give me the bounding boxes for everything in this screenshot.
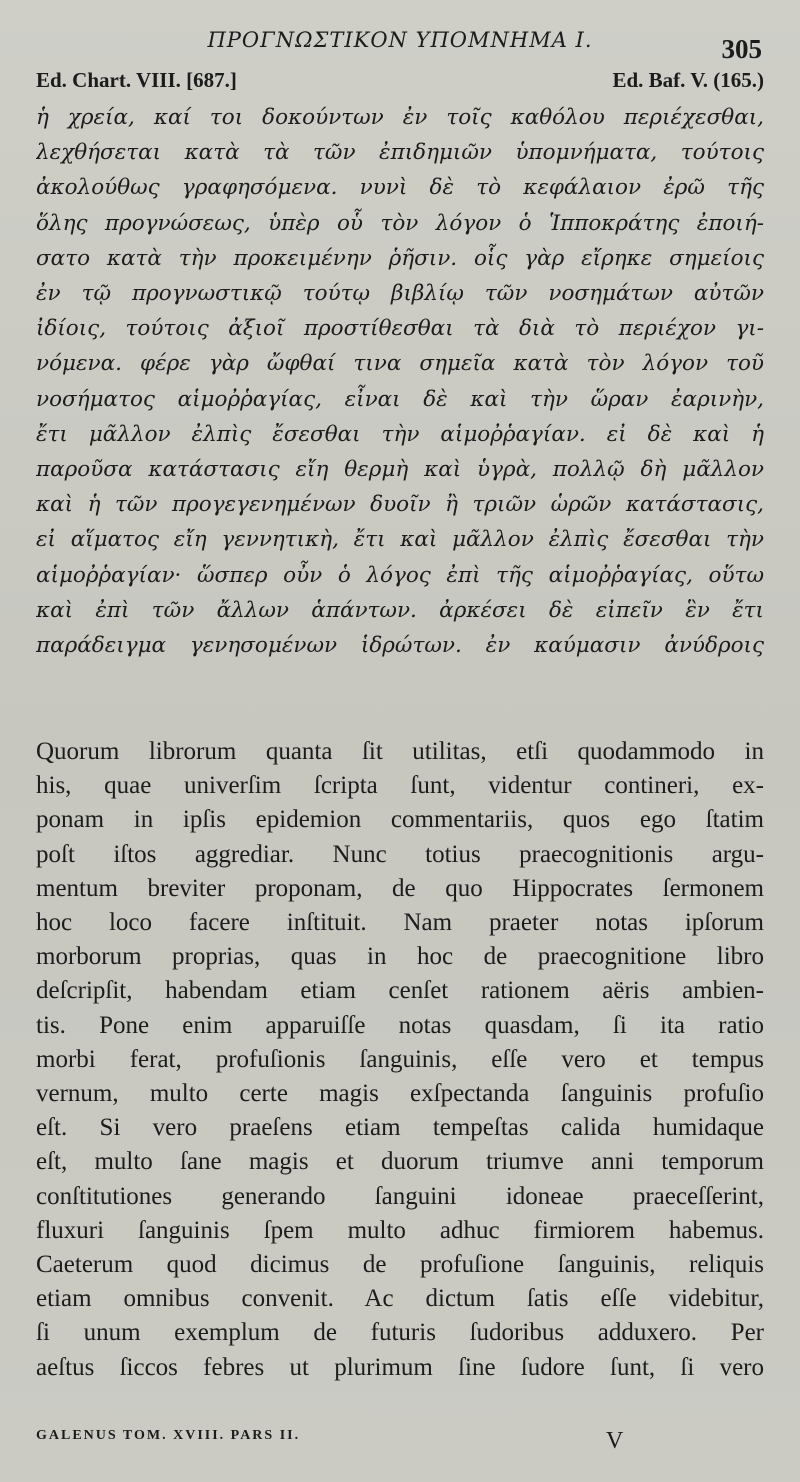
page-number: 305 [721,34,762,64]
latin-text-block [36,735,764,1385]
edition-references [36,68,764,93]
latin-line: tis. Pone enim apparuiſſe notas quasdam, ſi ita ratio [36,1011,764,1039]
latin-line: morborum proprias, quas in hoc de praecognitione libro [36,943,764,971]
latin-line: ſi unum exemplum de futuris ſudoribus adduxero. Per [36,1319,764,1347]
signature-mark: GALENUS TOM. XVIII. PARS II. [36,1428,301,1443]
gathering-mark: V [606,1428,624,1454]
greek-line: λεχθήσεται κατὰ τὰ τῶν ἐπιδημιῶν ὑπομνήματα, τούτοις [36,140,764,166]
latin-line: eſt, multo ſane magis et duorum triumve anni temporum [36,1148,764,1176]
latin-line: conſtitutiones generando ſanguini idoneae praeceſſerint, [36,1182,764,1210]
latin-line: vernum, multo certe magis exſpectanda ſanguinis profuſio [36,1080,764,1108]
greek-line: ἐν τῷ προγνωστικῷ τούτῳ βιβλίῳ τῶν νοσημάτων αὐτῶν [36,281,764,307]
latin-line: hoc loco facere inſtituit. Nam praeter notas ipſorum [36,909,764,937]
latin-line: ponam in ipſis epidemion commentariis, quos ego ſtatim [36,806,764,834]
latin-line: poſt iſtos aggrediar. Nunc totius praecognitionis argu- [36,840,764,868]
greek-line: ἡ χρεία, καί τοι δοκούντων ἐν τοῖς καθόλου περιέχεσθαι, [36,105,764,130]
greek-line: ἰδίοις, τούτοις ἀξιοῖ προστίθεσθαι τὰ διὰ τὸ περιέχον γι- [36,316,764,342]
greek-line: νόμενα. φέρε γὰρ ὤφθαί τινα σημεῖα κατὰ τὸν λόγον τοῦ [36,351,764,377]
latin-line: morbi ferat, profuſionis ſanguinis, eſſe vero et tempus [36,1045,764,1073]
latin-line: mentum breviter proponam, de quo Hippocrates ſermonem [36,874,764,902]
latin-line: etiam omnibus convenit. Ac dictum ſatis eſſe videbitur, [36,1285,764,1313]
latin-line: fluxuri ſanguinis ſpem multo adhuc firmiorem habemus. [36,1216,764,1244]
latin-line: Caeterum quod dicimus de profuſione ſanguinis, reliquis [36,1251,764,1279]
greek-line: σατο κατὰ τὴν προκειμένην ῥῆσιν. οἷς γὰρ εἴρηκε σημείοις [36,245,764,271]
greek-line: νοσήματος αἱμοῤῥαγίας, εἶναι δὲ καὶ τὴν ὥραν ἐαρινὴν, [36,386,764,412]
page-footer [36,1428,764,1454]
greek-line: παράδειγμα γενησομένων ἱδρώτων. ἐν καύμασιν ἀνύδροις [36,633,764,659]
latin-line: aeſtus ſiccos febres ut plurimum ſine ſudore ſunt, ſi vero [36,1353,764,1381]
greek-line: αἱμοῤῥαγίαν· ὥσπερ οὖν ὁ λόγος ἐπὶ τῆς αἱμοῤῥαγίας, οὕτω [36,562,764,588]
greek-line: εἰ αἵματος εἴη γεννητικὴ, ἔτι καὶ μᾶλλον ἐλπὶς ἔσεσθαι τὴν [36,527,764,553]
edition-reference-left: Ed. Chart. VIII. [687.] [36,68,237,92]
greek-line: καὶ ἐπὶ τῶν ἄλλων ἁπάντων. ἀρκέσει δὲ εἰπεῖν ἓν ἔτι [36,597,764,623]
latin-line: Quorum librorum quanta ſit utilitas, etſi quodammodo in [36,738,764,765]
greek-text-block [36,100,764,663]
greek-line: καὶ ἡ τῶν προγεγενημένων δυοῖν ἢ τριῶν ὡρῶν κατάστασις, [36,492,764,518]
greek-line: ἔτι μᾶλλον ἐλπὶς ἔσεσθαι τὴν αἱμοῤῥαγίαν. εἰ δὲ καὶ ἡ [36,421,764,447]
latin-line: his, quae univerſim ſcripta ſunt, videntur contineri, ex- [36,772,764,800]
greek-line: παροῦσα κατάστασις εἴη θερμὴ καὶ ὑγρὰ, πολλῷ δὴ μᾶλλον [36,457,764,483]
greek-line: ἀκολούθως γραφησόμενα. νυνὶ δὲ τὸ κεφάλαιον ἐρῶ τῆς [36,175,764,201]
edition-reference-right: Ed. Baf. V. (165.) [612,68,764,92]
latin-line: deſcripſit, habendam etiam cenſet rationem aëris ambien- [36,977,764,1005]
greek-line: ὅλης προγνώσεως, ὑπὲρ οὗ τὸν λόγον ὁ Ἱπποκράτης ἐποιή- [36,210,764,236]
latin-line: eſt. Si vero praeſens etiam tempeſtas calida humidaque [36,1114,764,1142]
running-title: ΠΡΟΓΝΩΣΤΙΚΟΝ ΥΠΟΜΝΗΜΑ Ι. [207,28,593,52]
